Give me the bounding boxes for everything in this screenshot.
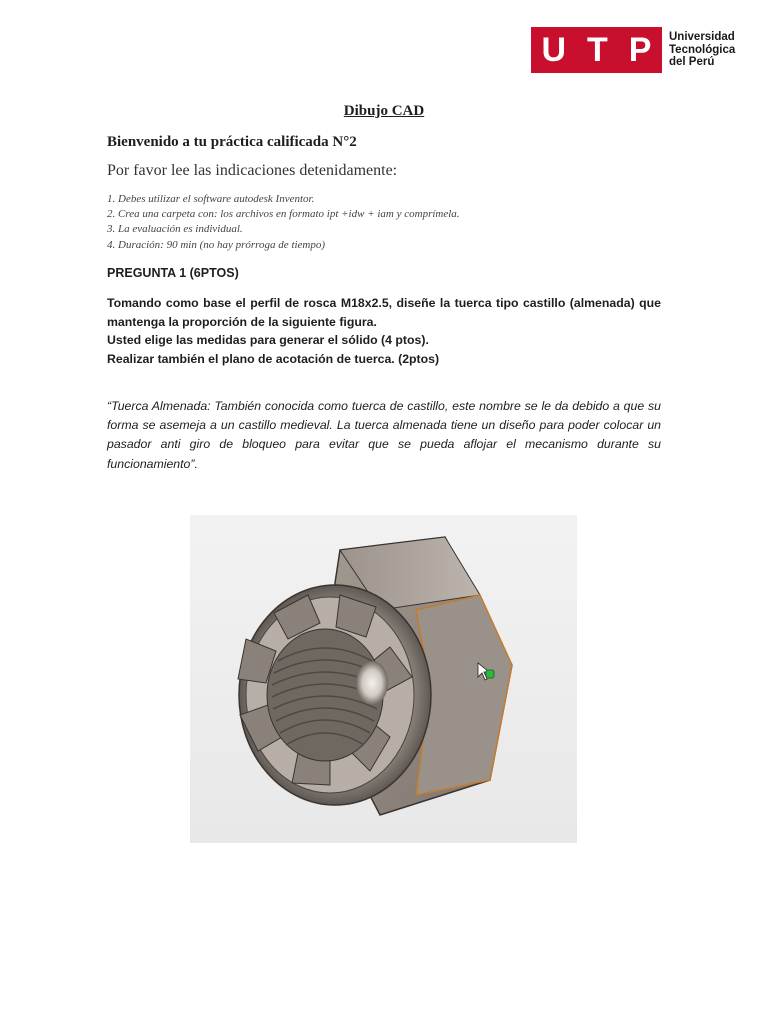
utp-logo-box — [531, 27, 662, 73]
question-title: PREGUNTA 1 (6PTOS) — [107, 266, 239, 280]
university-name-line: Tecnológica — [669, 43, 736, 56]
utp-logo — [531, 27, 735, 73]
university-name — [669, 31, 735, 69]
logo-letter-u: U — [541, 31, 567, 69]
instruction-item: 1. Debes utilizar el software autodesk Inventor. — [107, 193, 315, 205]
logo-letter-t: T — [587, 31, 608, 69]
instruction-item: 4. Duración: 90 min (no hay prórroga de tiempo) — [107, 238, 326, 251]
question-line: Usted elige las medidas para generar el sólido (4 ptos). — [107, 333, 429, 347]
logo-letter-p: P — [628, 31, 652, 69]
castle-nut-illustration — [190, 515, 577, 843]
instruction-item: 2. Crea una carpeta con: los archivos en formato ipt +idw + iam y comprímela. — [107, 208, 460, 221]
university-name-line: Universidad — [669, 31, 735, 44]
definition-quote: “Tuerca Almenada: También conocida como tuerca de castillo, este nombre se le da debido a que su forma se asemeja a un castillo medieval. La tuerca almenada tiene un diseño para poder colocar un pasador anti giro de bloqueo para evitar que se pueda aflojar el mecanismo durante su funcionamiento”. — [107, 399, 661, 471]
castle-nut-figure — [190, 515, 577, 843]
instructions-list — [107, 192, 460, 253]
document-title: Dibujo CAD — [343, 103, 425, 119]
question-line: Realizar también el plano de acotación de tuerca. (2ptos) — [107, 351, 440, 366]
question-body — [107, 294, 661, 368]
question-line: mantenga la proporción de la siguiente figura. — [107, 314, 377, 329]
selection-marker-icon — [486, 670, 494, 678]
lead-text: Por favor lee las indicaciones detenidamente: — [107, 162, 398, 179]
instruction-item: 3. La evaluación es individual. — [107, 223, 243, 236]
university-name-line: del Perú — [669, 56, 715, 69]
question-line: Tomando como base el perfil de rosca M18x2.5, diseñe la tuerca tipo castillo (almenada) que — [107, 296, 661, 310]
welcome-heading: Bienvenido a tu práctica calificada N°2 — [107, 134, 357, 150]
